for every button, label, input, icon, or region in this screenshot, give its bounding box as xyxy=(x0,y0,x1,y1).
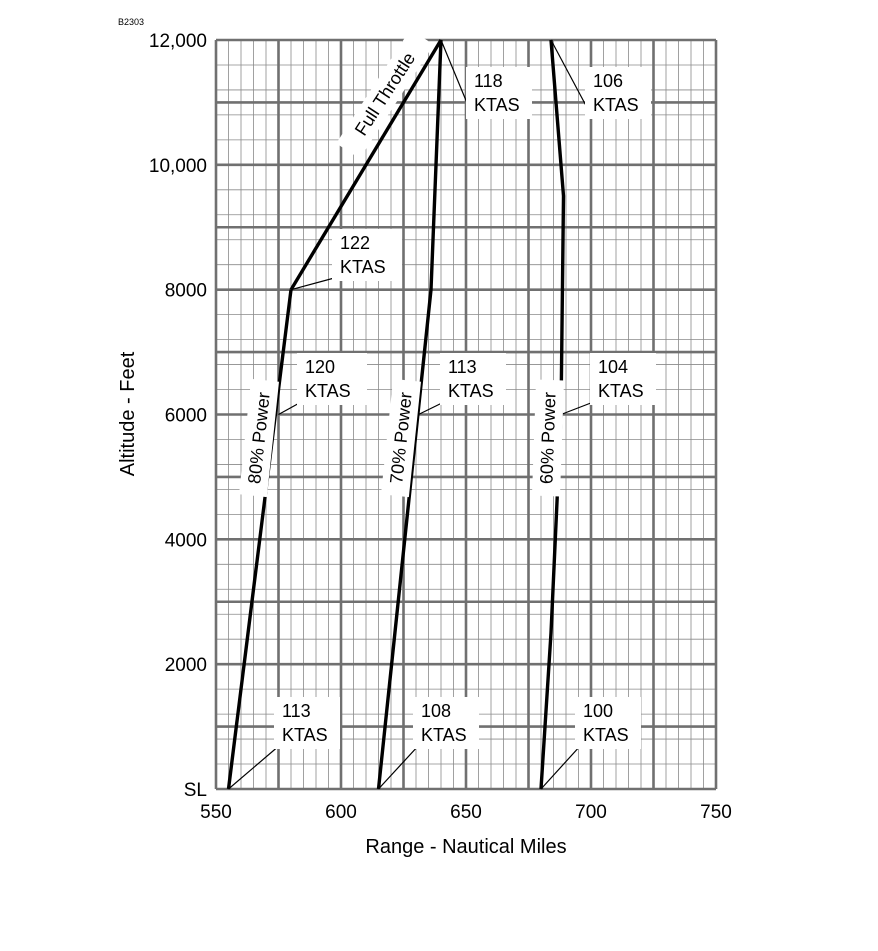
series-label-70-power xyxy=(381,379,421,497)
y-tick-label: 8000 xyxy=(164,280,207,302)
annotation-118-ktas xyxy=(441,40,532,119)
series-label-80-power xyxy=(239,379,279,497)
annotation-speed: 100 xyxy=(583,701,614,721)
x-tick-label: 550 xyxy=(200,802,232,823)
annotation-unit: KTAS xyxy=(598,381,644,401)
leader-line xyxy=(229,745,281,789)
annotation-unit: KTAS xyxy=(448,381,494,401)
annotation-speed: 113 xyxy=(448,357,477,377)
annotation-speed: 108 xyxy=(421,701,452,721)
annotation-speed: 104 xyxy=(598,357,629,377)
annotation-unit: KTAS xyxy=(340,257,386,277)
annotation-113-ktas xyxy=(229,697,341,789)
annotation-speed: 106 xyxy=(593,71,624,91)
series-label-60-power xyxy=(532,380,564,497)
y-tick-label: 12,000 xyxy=(148,31,207,52)
annotation-113-ktas xyxy=(419,353,507,415)
annotation-unit: KTAS xyxy=(282,725,328,745)
leader-line xyxy=(541,745,581,789)
leader-line xyxy=(379,745,420,789)
y-tick-label: 2000 xyxy=(164,655,207,677)
x-tick-label: 700 xyxy=(575,802,607,823)
figure-id: B2303 xyxy=(118,17,145,27)
y-axis-label: Altitude - Feet xyxy=(117,351,139,477)
annotation-unit: KTAS xyxy=(593,95,639,115)
annotation-104-ktas xyxy=(561,353,656,415)
y-tick-label: 10,000 xyxy=(148,155,207,177)
x-tick-label: 750 xyxy=(700,802,732,823)
x-axis-label: Range - Nautical Miles xyxy=(365,836,567,858)
annotation-speed: 120 xyxy=(305,357,336,377)
annotation-unit: KTAS xyxy=(583,725,629,745)
series-label-text: 70% Power xyxy=(386,391,416,485)
annotation-speed: 122 xyxy=(340,233,371,253)
series-label-text: 60% Power xyxy=(536,391,560,485)
annotation-unit: KTAS xyxy=(305,381,351,401)
y-tick-label: 6000 xyxy=(164,405,207,427)
series-label-text: 80% Power xyxy=(244,391,274,485)
y-tick-label: 4000 xyxy=(164,530,207,552)
y-tick-label: SL xyxy=(183,780,207,801)
annotation-unit: KTAS xyxy=(474,95,520,115)
x-tick-label: 650 xyxy=(450,802,482,823)
annotation-speed: 118 xyxy=(474,71,503,91)
series-label-text: Full Throttle xyxy=(350,48,420,140)
annotation-unit: KTAS xyxy=(421,725,467,745)
series-label-full-throttle xyxy=(336,29,434,158)
x-tick-label: 600 xyxy=(325,802,357,823)
annotation-speed: 113 xyxy=(282,701,311,721)
